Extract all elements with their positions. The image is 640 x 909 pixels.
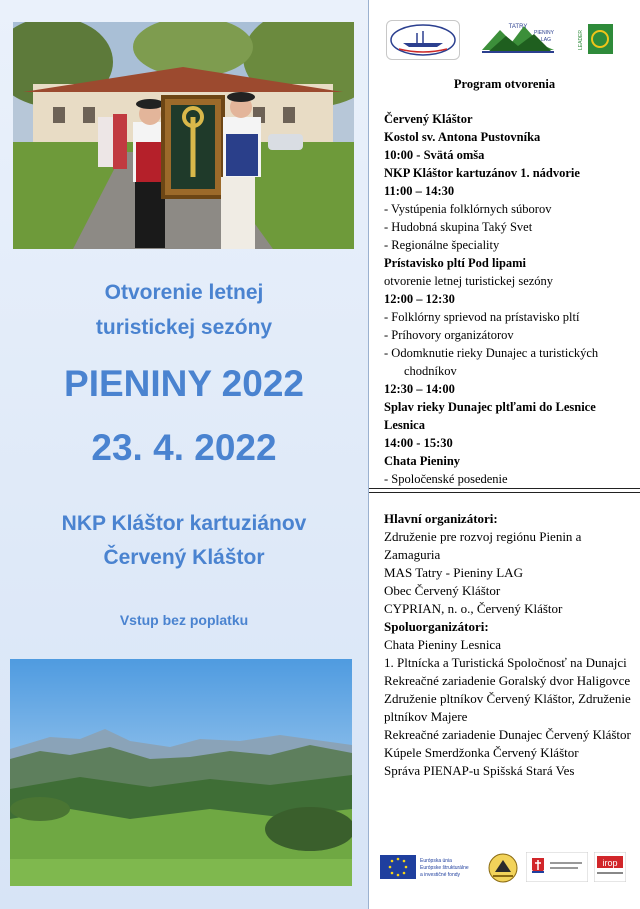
- program-line: - Hudobná skupina Taký Svet: [384, 220, 533, 234]
- program-line: Červený Kláštor: [384, 112, 473, 126]
- venue-line-2: Červený Kláštor: [103, 546, 265, 569]
- program-line: Chata Pieniny: [384, 454, 461, 468]
- program-line: NKP Kláštor kartuzánov 1. nádvorie: [384, 166, 580, 180]
- program-line: 11:00 – 14:30: [384, 184, 455, 198]
- program-line: 12:00 – 12:30: [384, 292, 455, 306]
- eu-text-2: Európske štrukturálne: [420, 865, 469, 871]
- slovak-ministry-logo: [526, 852, 588, 882]
- photo-pieniny-landscape: [10, 659, 352, 886]
- sponsor-logos: [380, 852, 635, 886]
- free-entry-note: Vstup bez poplatku: [119, 612, 249, 628]
- organizers-line: Združenie pre rozvoj regiónu Pienin a Zamaguria: [384, 529, 582, 562]
- program-line: Splav rieky Dunajec pltľami do Lesnice: [384, 400, 596, 414]
- organizers-line: Združenie pltníkov Červený Kláštor, Združenie pltníkov Majere: [384, 691, 631, 724]
- organizers-line: Obec Červený Kláštor: [384, 583, 501, 598]
- program-line: Lesnica: [384, 418, 425, 432]
- organizers-line: MAS Tatry - Pieniny LAG: [384, 565, 523, 580]
- program-line: 10:00 - Svätá omša: [384, 148, 485, 162]
- irop-logo: [594, 852, 626, 882]
- program-line: otvorenie letnej turistickej sezóny: [384, 274, 554, 288]
- program-line: - Folklórny sprievod na prístavisko pltí: [384, 310, 580, 324]
- rafting-logo: [386, 20, 460, 60]
- irop-text: irop: [602, 858, 618, 868]
- divider: [369, 488, 640, 489]
- program-line: 12:30 – 14:00: [384, 382, 455, 396]
- eu-text-1: Európska únia: [420, 858, 452, 864]
- leader-logo-text: LEADER: [578, 29, 584, 51]
- eu-text-3: a investičné fondy: [420, 872, 461, 878]
- eu-funds-logo: [380, 852, 484, 882]
- organizers-line: Chata Pieniny Lesnica: [384, 637, 501, 652]
- raft-icon: [387, 21, 459, 59]
- program-line: - Odomknutie rieky Dunajec a turistických: [384, 346, 599, 360]
- headline-pieniny: PIENINY 2022: [64, 363, 304, 404]
- emblem-icon: [486, 852, 520, 884]
- venue-line-1: NKP Kláštor kartuziánov: [61, 512, 307, 535]
- organizers-line: Kúpele Smerdžonka Červený Kláštor: [384, 745, 579, 760]
- title-line-1: Otvorenie letnej: [104, 281, 264, 304]
- lag-logo-text-1: TATRY: [508, 24, 528, 30]
- program-title: Program otvorenia: [453, 77, 556, 91]
- program-line: chodníkov: [404, 364, 457, 378]
- right-panel: [369, 0, 640, 909]
- organizers-line: Rekreačné zariadenie Dunajec Červený Kláštor: [384, 727, 631, 742]
- organizers-line: Správa PIENAP-u Spišská Stará Ves: [384, 763, 575, 778]
- program-line: - Regionálne špeciality: [384, 238, 500, 252]
- eu-flag-icon: [380, 852, 484, 882]
- regional-emblem-logo: [486, 852, 520, 882]
- lag-logo-text-2: PIENINY: [533, 30, 555, 36]
- program-line: Kostol sv. Antona Pustovníka: [384, 130, 541, 144]
- leader-icon: [575, 20, 615, 58]
- organizers-line: Rekreačné zariadenie Goralský dvor Haligovce: [384, 673, 631, 688]
- program-line: 14:00 - 15:30: [384, 436, 453, 450]
- program-line: - Spoločenské posedenie: [384, 472, 508, 486]
- organizers-line: CYPRIAN, n. o., Červený Kláštor: [384, 601, 563, 616]
- organizers-line: Spoluorganizátori:: [384, 619, 489, 634]
- tatry-pieniny-lag-logo: [478, 20, 558, 58]
- program-line: - Vystúpenia folklórnych súborov: [384, 202, 552, 216]
- photo-folklore-procession: [13, 22, 354, 249]
- mountains-icon: [478, 20, 558, 58]
- irop-icon: [594, 852, 626, 882]
- pieniny-landscape-image: [10, 659, 352, 886]
- program-line: - Príhovory organizátorov: [384, 328, 514, 342]
- program-line: Prístavisko pltí Pod lipami: [384, 256, 527, 270]
- divider: [369, 492, 640, 493]
- organizers-list: [384, 510, 634, 780]
- lag-logo-text-3: LAG: [540, 37, 552, 43]
- organizers-line: Hlavní organizátori:: [384, 511, 498, 526]
- event-date: 23. 4. 2022: [91, 427, 277, 468]
- leader-logo: [575, 20, 615, 58]
- coat-of-arms-icon: [526, 852, 588, 882]
- folklore-procession-image: [13, 22, 354, 249]
- program-list: [384, 110, 639, 488]
- title-line-2: turistickej sezóny: [95, 316, 273, 339]
- organizers-line: 1. Pltnícka a Turistická Spoločnosť na Dunajci: [384, 655, 627, 670]
